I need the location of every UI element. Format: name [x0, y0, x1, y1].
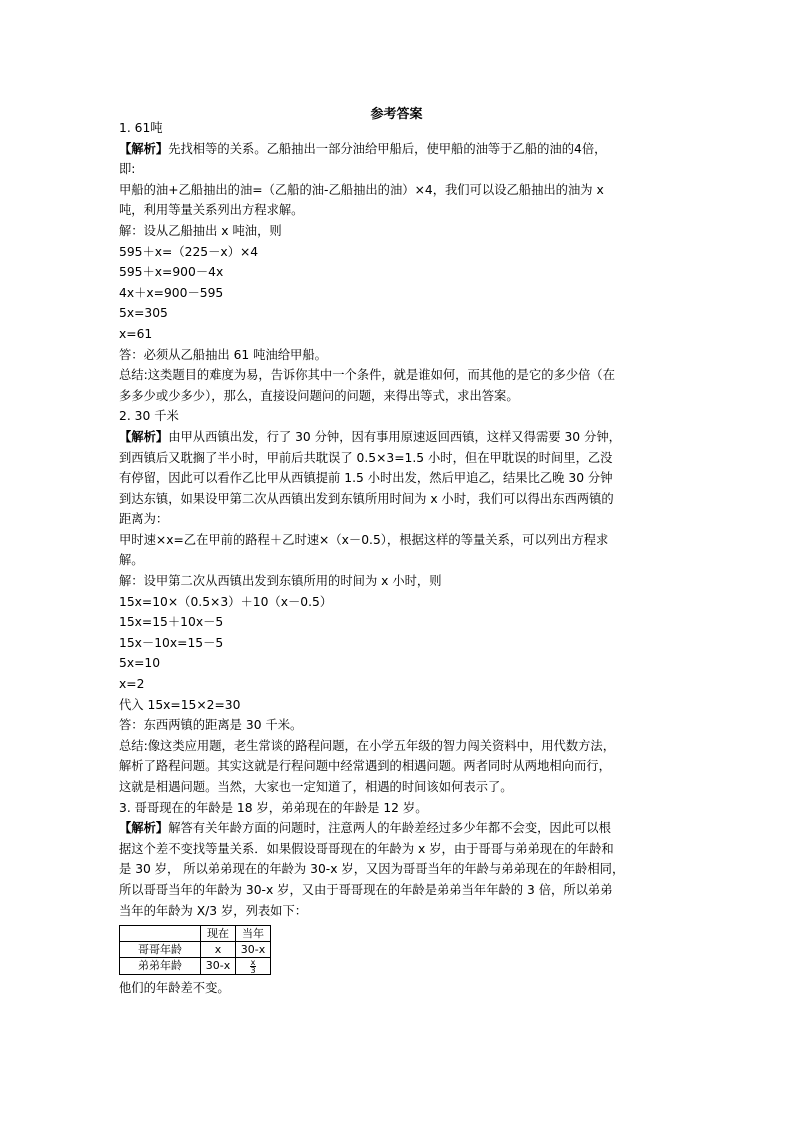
table-row	[120, 958, 271, 975]
q1-analysis-text: 先找相等的关系。乙船抽出一部分油给甲船后，使甲船的油等于乙船的油的4倍，	[168, 141, 607, 156]
table-header-cell	[120, 926, 201, 942]
q3-conclusion: 他们的年龄差不变。	[119, 980, 230, 995]
q1-analysis-line: 吨，利用等量关系列出方程求解。	[119, 203, 304, 218]
table-cell-fraction	[236, 958, 271, 975]
q2-solution-line: 15x=10×（0.5×3）＋10（x－0.5）	[119, 594, 333, 609]
q1-answer: 1. 61吨	[119, 121, 163, 135]
q2-analysis-text: 由甲从西镇出发，行了 30 分钟，因有事用原速返回西镇，这样又得需要 30 分钟，	[168, 429, 621, 444]
q2-analysis	[119, 427, 681, 448]
table-row	[120, 942, 271, 958]
q2-summary: 解析了路程问题。其实这就是行程问题中经常遇到的相遇问题。两者同时从两地相向而行，	[119, 759, 611, 774]
table-header-cell: 当年	[236, 926, 271, 942]
q2-summary: 总结:像这类应用题，老生常谈的路程问题，在小学五年级的智力闯关资料中，用代数方法，	[119, 738, 616, 753]
table-row-label: 哥哥年龄	[120, 942, 201, 958]
q2-solution-line: 15x=15＋10x－5	[119, 615, 224, 630]
page-title: 参考答案	[370, 107, 423, 122]
q3-analysis-text: 解答有关年龄方面的问题时，注意两人的年龄差经过多少年都不会变，因此可以根	[168, 821, 611, 836]
q2-solution-line: 5x=10	[119, 656, 161, 671]
q2-reply: 答：东西两镇的距离是 30 千米。	[119, 718, 303, 733]
fraction-denominator: 3	[250, 965, 256, 975]
q1-solution-line: 595＋x=（225－x）×4	[119, 244, 259, 259]
q1-reply: 答：必须从乙船抽出 61 吨油给甲船。	[119, 347, 327, 362]
q1-solution-line: 解：设从乙船抽出 x 吨油，则	[119, 223, 282, 238]
q1-solution-line: 595＋x=900－4x	[119, 265, 224, 280]
q2-answer: 2. 30 千米	[119, 409, 179, 424]
q1-summary: 总结:这类题目的难度为易，告诉你其中一个条件，就是谁如何，而其他的是它的多少倍（在	[119, 368, 616, 383]
q3-analysis-line: 是 30 岁， 所以弟弟现在的年龄为 30-x 岁，又因为哥哥当年的年龄与弟弟现在的年龄相同，	[119, 862, 625, 877]
q3-answer: 3. 哥哥现在的年龄是 18 岁，弟弟现在的年龄是 12 岁。	[119, 800, 428, 815]
q2-solution-line: x=2	[119, 677, 145, 692]
table-cell: 30-x	[236, 942, 271, 958]
analysis-tag: 【解析】	[119, 821, 169, 836]
q2-analysis-line: 到达东镇，如果设甲第二次从西镇出发到东镇所用时间为 x 小时，我们可以得出东西两镇的	[119, 491, 614, 506]
q1-solution-line: x=61	[119, 326, 153, 341]
age-table	[119, 925, 271, 975]
analysis-tag: 【解析】	[119, 141, 169, 156]
q2-analysis-line: 有停留，因此可以看作乙比甲从西镇提前 1.5 小时出发，然后甲追乙，结果比乙晚 30 分钟	[119, 471, 613, 486]
q3-analysis	[119, 818, 681, 839]
q3-analysis-line: 据这个差不变找等量关系．如果假设哥哥现在的年龄为 x 岁，由于哥哥与弟弟现在的年龄和	[119, 841, 614, 856]
q3-analysis-line: 所以哥哥当年的年龄为 30-x 岁，又由于哥哥现在的年龄是弟弟当年年龄的 3 倍，所以弟弟	[119, 882, 613, 897]
fraction	[250, 959, 257, 974]
q2-analysis-line: 距离为：	[119, 512, 169, 527]
table-header-row	[120, 926, 271, 942]
q3-analysis-line: 当年的年龄为 X/3 岁，列表如下：	[119, 903, 308, 918]
q1-analysis-line: 甲船的油+乙船抽出的油=（乙船的油-乙船抽出的油）×4，我们可以设乙船抽出的油为 x	[119, 182, 604, 197]
fraction-numerator: x	[250, 957, 256, 967]
q1-analysis	[119, 139, 681, 160]
table-header-cell: 现在	[201, 926, 236, 942]
analysis-tag: 【解析】	[119, 429, 169, 444]
q1-summary: 多多少或少多少），那么，直接设问题问的问题，来得出等式，求出答案。	[119, 388, 519, 403]
table-cell: 30-x	[201, 958, 236, 975]
q2-summary: 这就是相遇问题。当然，大家也一定知道了，相遇的时间该如何表示了。	[119, 780, 513, 794]
table-cell: x	[201, 942, 236, 958]
q1-solution-line: 4x＋x=900－595	[119, 285, 224, 300]
q2-analysis-line: 到西镇后又耽搁了半小时，甲前后共耽误了 0.5×3=1.5 小时，但在甲耽误的时间里，乙没	[119, 450, 613, 465]
q1-solution-line: 5x=305	[119, 306, 168, 321]
q2-solution-line: 解：设甲第二次从西镇出发到东镇所用的时间为 x 小时，则	[119, 574, 442, 589]
q2-solution-line: 15x－10x=15－5	[119, 635, 224, 650]
q1-analysis-line: 即:	[119, 162, 136, 177]
q2-analysis-line: 甲时速×x=乙在甲前的路程＋乙时速×（x－0.5），根据这样的等量关系，可以列出方程求	[119, 532, 609, 547]
q2-analysis-line: 解。	[119, 553, 144, 568]
q2-solution-line: 代入 15x=15×2=30	[119, 697, 241, 712]
answer-content	[119, 118, 681, 998]
table-row-label: 弟弟年龄	[120, 958, 201, 975]
